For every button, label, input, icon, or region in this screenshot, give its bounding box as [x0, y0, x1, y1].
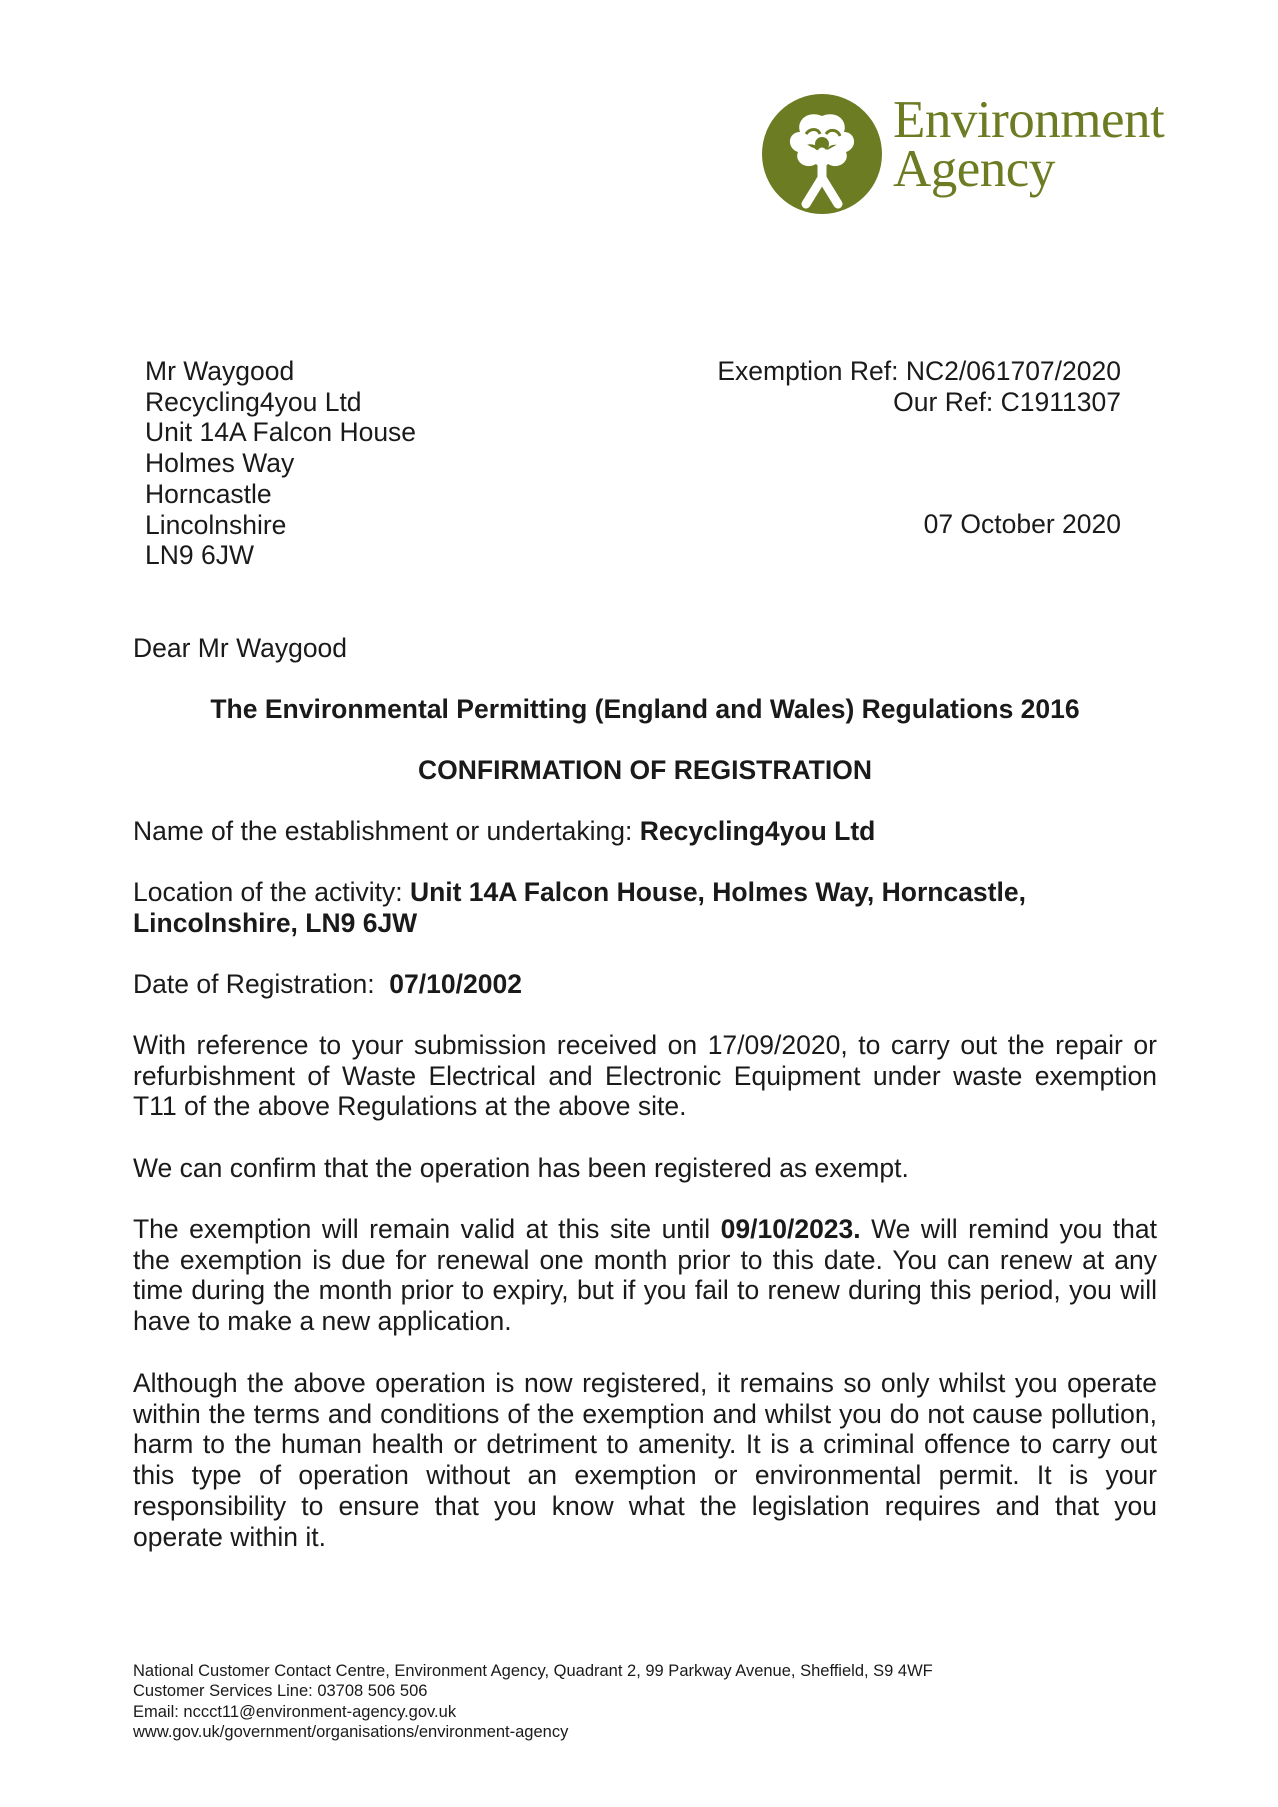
registration-line: [133, 969, 1157, 1000]
address-line: Mr Waygood: [145, 356, 295, 386]
establishment-label: Name of the establishment or undertaking:: [133, 816, 640, 846]
our-ref: Our Ref: C1911307: [893, 386, 1121, 417]
footer-contact: [133, 1661, 933, 1742]
confirmation-heading: CONFIRMATION OF REGISTRATION: [418, 755, 872, 785]
letter-date: 07 October 2020: [923, 509, 1121, 539]
paragraph-conditions: Although the above operation is now registered, it remains so only whilst you operate within the terms and conditions of the exemption and whilst you do not cause pollution, harm to the human health or detriment to amenity. It is a criminal offence to carry out this type of operation without an exemption or environmental permit. It is your responsibility to ensure that you know what the legislation requires and that you operate within it.: [133, 1368, 1157, 1552]
footer-website: www.gov.uk/government/organisations/environment-agency: [133, 1722, 569, 1741]
establishment-line: [133, 816, 1157, 847]
footer-address: National Customer Contact Centre, Environment Agency, Quadrant 2, 99 Parkway Avenue, Sheffield, S9 4WF: [133, 1662, 933, 1680]
validity-text-before: The exemption will remain valid at this site until: [133, 1214, 721, 1244]
validity-date: 09/10/2023.: [720, 1214, 861, 1244]
exemption-ref: Exemption Ref: NC2/061707/2020: [717, 356, 1121, 386]
address-line: Unit 14A Falcon House: [145, 417, 417, 448]
recipient-address: [145, 356, 416, 571]
address-line: LN9 6JW: [145, 540, 254, 571]
location-line: [133, 877, 1063, 938]
logo-line-2: Agency: [893, 140, 1055, 198]
address-line: Holmes Way: [145, 448, 295, 479]
validity-text-after: We will remind you that the exemption is due for renewal one month prior to this date. You can renew at any time during the month prior to expiry, but if you fail to renew during this period, you will have to make a new application.: [133, 1214, 1158, 1337]
registration-value: 07/10/2002: [389, 969, 522, 999]
address-line: Lincolnshire: [145, 509, 287, 540]
establishment-value: Recycling4you Ltd: [639, 816, 876, 846]
location-value: Unit 14A Falcon House, Holmes Way, Horncastle, Lincolnshire, LN9 6JW: [133, 877, 1026, 938]
paragraph-confirmation: We can confirm that the operation has been registered as exempt.: [133, 1153, 909, 1183]
salutation: Dear Mr Waygood: [133, 633, 348, 663]
location-label: Location of the activity:: [133, 877, 410, 907]
reference-block: [717, 356, 1121, 417]
registration-label: Date of Registration:: [133, 969, 390, 999]
paragraph-submission: With reference to your submission received on 17/09/2020, to carry out the repair or refurbishment of Waste Electrical and Electronic Equipment under waste exemption T11 of the above Regulations at the above site.: [133, 1030, 1157, 1122]
footer-phone: Customer Services Line: 03708 506 506: [133, 1682, 428, 1701]
address-line: Horncastle: [145, 478, 272, 509]
logo-line-1: Environment: [893, 91, 1165, 149]
address-line: Recycling4you Ltd: [145, 386, 362, 417]
regulations-heading: The Environmental Permitting (England and Wales) Regulations 2016: [210, 694, 1080, 724]
logo-wordmark: [893, 91, 1165, 198]
tree-figure-icon: [760, 92, 885, 217]
footer-email: Email: nccct11@environment-agency.gov.uk: [133, 1702, 457, 1721]
paragraph-validity: [133, 1214, 1157, 1337]
